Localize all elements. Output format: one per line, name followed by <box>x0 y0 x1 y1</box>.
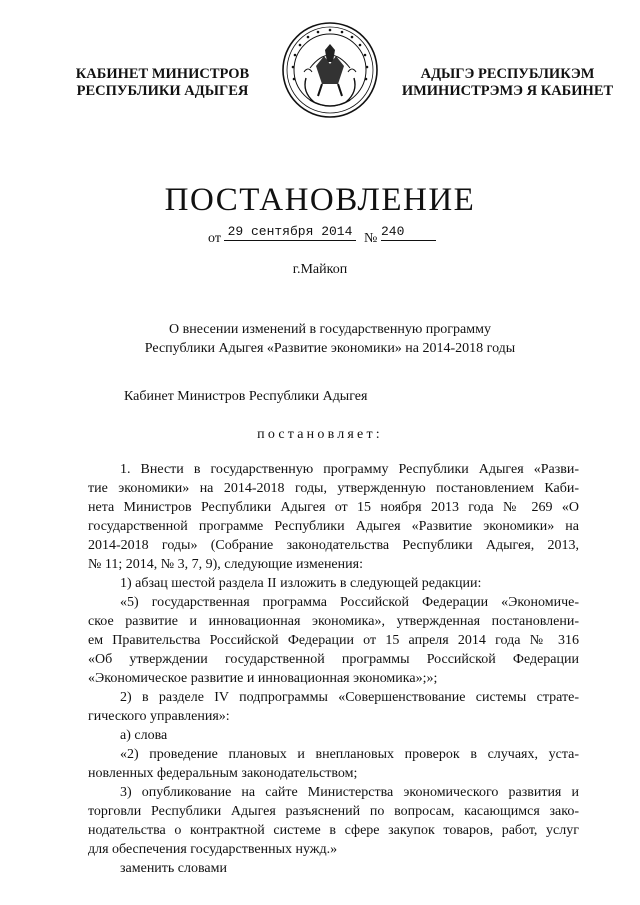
body-line: гического управления»: <box>88 709 230 724</box>
document-type-title: ПОСТАНОВЛЕНИЕ <box>164 182 476 218</box>
date-prefix: от <box>208 231 221 246</box>
left-org-line-1: КАБИНЕТ МИНИСТРОВ <box>75 66 250 82</box>
body-line: № 11; 2014, № 3, 7, 9), следующие изменения: <box>88 557 363 572</box>
body-line: «Об утверждении государственной программы Российской Федерации <box>88 652 579 667</box>
body-line: 1) абзац шестой раздела II изложить в следующей редакции: <box>120 576 482 591</box>
document-date: 29 сентября 2014 <box>224 224 356 241</box>
body-line: 1. Внести в государственную программу Республики Адыгея «Разви- <box>120 462 579 477</box>
body-line: нодательства о контрактной системе в сфере закупок товаров, работ, услуг <box>88 823 579 838</box>
subject-line: Республики Адыгея «Развитие экономики» на 2014-2018 годы <box>144 341 516 356</box>
body-line: а) слова <box>120 728 168 743</box>
subject-line: О внесении изменений в государственную программу <box>169 322 491 337</box>
city-name: г.Майкоп <box>292 262 348 277</box>
right-org-line-2: ИМИНИСТРЭМЭ Я КАБИНЕТ <box>401 83 614 99</box>
body-line: ское развитие и инновационная экономика», утвержденная постановлени- <box>88 614 579 629</box>
left-organization-name <box>60 66 265 100</box>
right-organization-name <box>385 66 630 100</box>
issuer-line: Кабинет Министров Республики Адыгея <box>124 389 368 404</box>
body-line: для обеспечения государственных нужд.» <box>88 842 338 857</box>
body-line: нета Министров Республики Адыгея от 15 ноября 2013 года № 269 «О <box>88 500 579 515</box>
body-line: тие экономики» на 2014-2018 годы, утвержденную постановлением Каби- <box>88 481 579 496</box>
resolves-line: постановляет: <box>257 427 383 442</box>
body-line: 2) в разделе IV подпрограммы «Совершенствование системы страте- <box>120 690 579 705</box>
body-line: «Экономическое развитие и инновационная экономика»;»; <box>88 671 438 686</box>
document-subject <box>100 320 560 358</box>
body-line: 3) опубликование на сайте Министерства экономического развития и <box>120 785 579 800</box>
left-org-line-2: РЕСПУБЛИКИ АДЫГЕЯ <box>76 83 249 99</box>
coat-of-arms-icon <box>280 20 380 120</box>
right-org-line-1: АДЫГЭ РЕСПУБЛИКЭМ <box>420 66 595 82</box>
body-line: «2) проведение плановых и внеплановых проверок в случаях, уста- <box>120 747 579 762</box>
body-line: ем Правительства Российской Федерации от 15 апреля 2014 года № 316 <box>88 633 579 648</box>
body-line: новленных федеральным законодательством; <box>88 766 358 781</box>
body-line: 2014-2018 годы» (Собрание законодательства Республики Адыгея, 2013, <box>88 538 579 553</box>
number-prefix: № <box>364 231 378 246</box>
body-line: государственной программе Республики Адыгея «Развитие экономики» на <box>88 519 579 534</box>
body-line: «5) государственная программа Российской Федерации «Экономиче- <box>120 595 579 610</box>
body-line: торговли Республики Адыгея разъяснений по вопросам, касающимся зако- <box>88 804 579 819</box>
document-number: 240 <box>381 224 436 241</box>
body-line: заменить словами <box>120 861 227 876</box>
document-body <box>88 460 579 878</box>
